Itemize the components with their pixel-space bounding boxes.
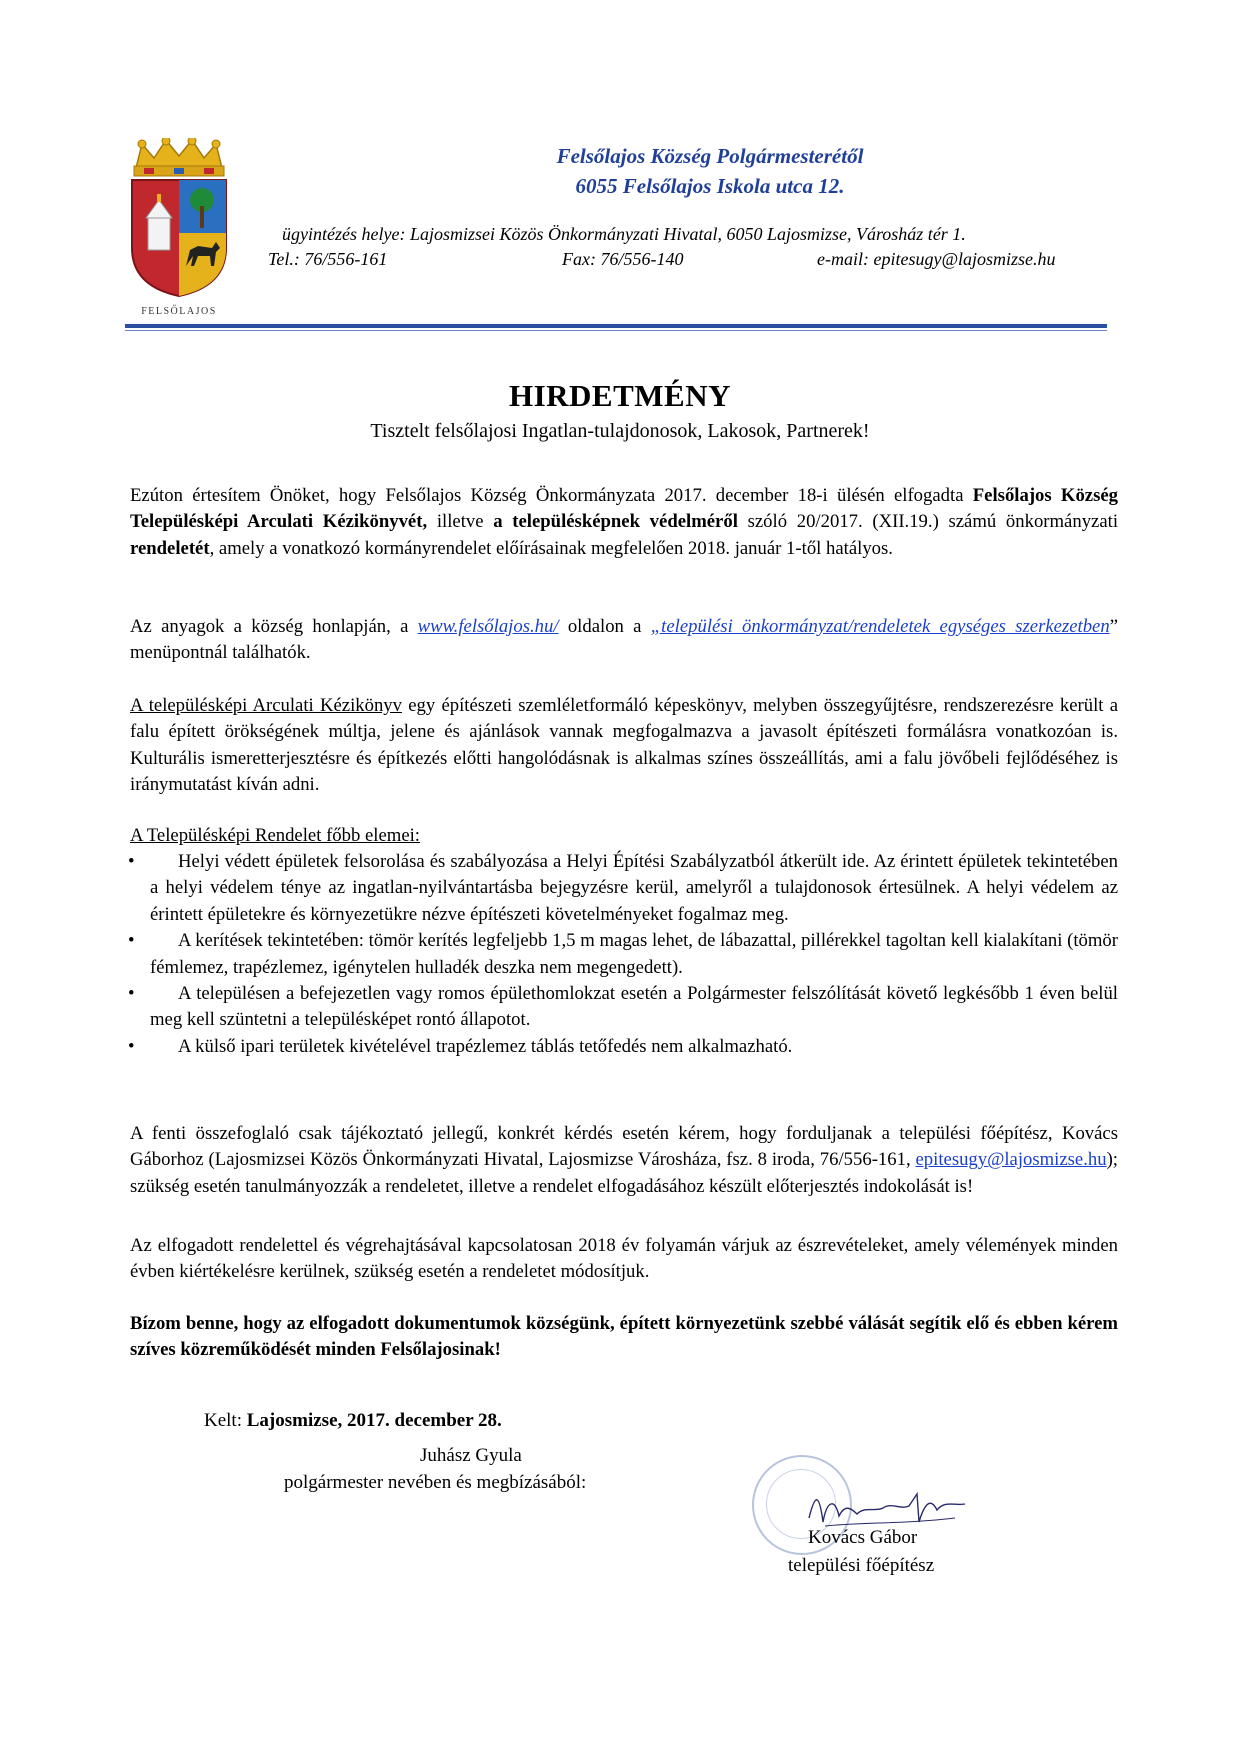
list-item-text: Helyi védett épületek felsorolása és szabályozása a Helyi Építési Szabályzatból átkerült ide. Az érintett épületek tekintetében a helyi védelem ténye az ingatlan-nyilvántartásba bejegyzésre kerül, amelyről a tulajdonosok értesülnek. A helyi védelem az érintett épületekre és környezetükre nézve építészeti követelményeket fogalmaz meg. bbox=[150, 851, 1118, 925]
bullet-icon: • bbox=[128, 930, 135, 952]
text: A fenti összefoglaló csak tájékoztató jellegű, konkrét kérdés esetén kérem, hogy forduljanak a települési főépítész, Kovács Gáborhoz (Lajosmizsei Közös Önkormányzati Hivatal, Lajosmizse Városháza, fsz. 8 iroda, 76/556-161, bbox=[130, 1123, 1118, 1171]
mayor-name: Juhász Gyula bbox=[420, 1445, 522, 1466]
bold-text: a településképnek védelméről bbox=[493, 511, 738, 533]
text: illetve bbox=[427, 511, 494, 533]
date-label: Kelt: bbox=[204, 1410, 247, 1431]
list-item bbox=[130, 981, 1118, 1034]
list-item-text: A településen a befejezetlen vagy romos épülethomlokzat esetén a Polgármester felszólítását követő legkésőbb 1 éven belül meg kell szüntetni a településképet rontó állapotot. bbox=[150, 983, 1118, 1031]
crest-label: FELSŐLAJOS bbox=[141, 306, 217, 317]
underlined-text: A Településképi Rendelet főbb elemei: bbox=[130, 825, 420, 846]
list-item-text: A külső ipari területek kivételével trapézlemez táblás tetőfedés nem alkalmazható. bbox=[178, 1035, 793, 1057]
paragraph-materials bbox=[130, 614, 1118, 667]
coat-of-arms bbox=[128, 138, 230, 328]
text: szóló 20/2017. (XII.19.) számú önkormányzati bbox=[737, 511, 1119, 533]
text: Az anyagok a község honlapján, a bbox=[130, 616, 418, 637]
date-value: Lajosmizse, 2017. december 28. bbox=[246, 1410, 502, 1431]
header-address: 6055 Felsőlajos Iskola utca 12. bbox=[575, 174, 845, 198]
list-heading bbox=[130, 823, 1118, 849]
date-line bbox=[204, 1410, 502, 1432]
text: ” menüpontnál találhatók. bbox=[130, 616, 1118, 664]
list-item bbox=[130, 1034, 1118, 1060]
header-office: ügyintézés helye: Lajosmizsei Közös Önkormányzati Hivatal, 6050 Lajosmizse, Városház tér 1. bbox=[282, 224, 966, 244]
header-divider-thin bbox=[125, 330, 1107, 331]
header-fax: Fax: 76/556-140 bbox=[562, 249, 684, 269]
list-item-text: A kerítések tekintetében: tömör kerítés legfeljebb 1,5 m magas lehet, de lábazattal, pillérekkel tagoltan kell kialakítani (tömör fémlemez, trapézlemez, igénytelen hulladék deszka nem megengedett). bbox=[150, 930, 1118, 978]
text: Ezúton értesítem Önöket, hogy Felsőlajos Község Önkormányzata 2017. december 18-i ülésén elfogadta bbox=[130, 485, 973, 506]
document-greeting: Tisztelt felsőlajosi Ingatlan-tulajdonosok, Lakosok, Partnerek! bbox=[370, 420, 870, 442]
bullet-icon: • bbox=[128, 1035, 135, 1057]
text: egy építészeti szemléletformáló képeskönyv, melyben összegyűjtésre, rendszerezésre került a falu épített örökségének múltja, jelene és ajánlások vannak megfogalmazva a javasolt építészeti formálásra vonatkozóan is. Kulturális ismeretterjesztésre és építkezés előtti hangolódásnak is alkalmas színes összeállítás, ami a falu jövőbeli fejlődéséhez is iránymutatást kíván adni. bbox=[130, 695, 1118, 796]
header-title: Felsőlajos Község Polgármesterétől bbox=[556, 144, 864, 168]
text: ); szükség esetén tanulmányozzák a rendeletet, illetve a rendelet elfogadásához készült előterjesztés indokolását is! bbox=[130, 1149, 1118, 1197]
header-email: e-mail: epitesugy@lajosmizse.hu bbox=[817, 249, 1056, 269]
bullet-icon: • bbox=[128, 851, 135, 872]
paragraph-handbook bbox=[130, 693, 1118, 799]
architect-role: települési főépítész bbox=[788, 1555, 935, 1576]
document-title: HIRDETMÉNY bbox=[508, 378, 731, 413]
underlined-text: A településképi Arculati Kézikönyv bbox=[130, 695, 402, 716]
architect-name: Kovács Gábor bbox=[808, 1527, 918, 1548]
paragraph-feedback: Az elfogadott rendelettel és végrehajtásával kapcsolatosan 2018 év folyamán várjuk az észrevételeket, amely vélemények minden évben kiértékelésre kerülnek, szükség esetén a rendeletet módosítjuk. bbox=[130, 1235, 1118, 1283]
menu-path-link[interactable]: „települési önkormányzat/rendeletek egységes szerkezetben bbox=[650, 616, 1110, 637]
crest-icon bbox=[128, 138, 230, 298]
paragraph-contact bbox=[130, 1121, 1118, 1200]
header-divider bbox=[125, 324, 1107, 328]
bold-text: Felsőlajos Község Településképi Arculati Kézikönyvét, bbox=[130, 485, 1118, 533]
email-link[interactable]: epitesugy@lajosmizse.hu bbox=[915, 1149, 1107, 1171]
header-tel: Tel.: 76/556-161 bbox=[268, 249, 388, 269]
mayor-role: polgármester nevében és megbízásából: bbox=[284, 1472, 587, 1493]
paragraph-closing: Bízom benne, hogy az elfogadott dokumentumok községünk, épített környezetünk szebbé válását segítik elő és ebben kérem szíves közreműködését minden Felsőlajosinak! bbox=[130, 1313, 1118, 1361]
bold-text: rendeletét bbox=[130, 537, 210, 559]
paragraph-announcement bbox=[130, 483, 1118, 562]
list-item bbox=[130, 849, 1118, 928]
regulation-list bbox=[130, 849, 1118, 1060]
list-item bbox=[130, 928, 1118, 981]
text: , amely a vonatkozó kormányrendelet előírásainak megfelelően 2018. január 1-től hatályos. bbox=[209, 537, 893, 559]
website-link[interactable]: www.felsőlajos.hu/ bbox=[417, 616, 559, 637]
bullet-icon: • bbox=[128, 983, 135, 1005]
text: oldalon a bbox=[558, 616, 651, 637]
